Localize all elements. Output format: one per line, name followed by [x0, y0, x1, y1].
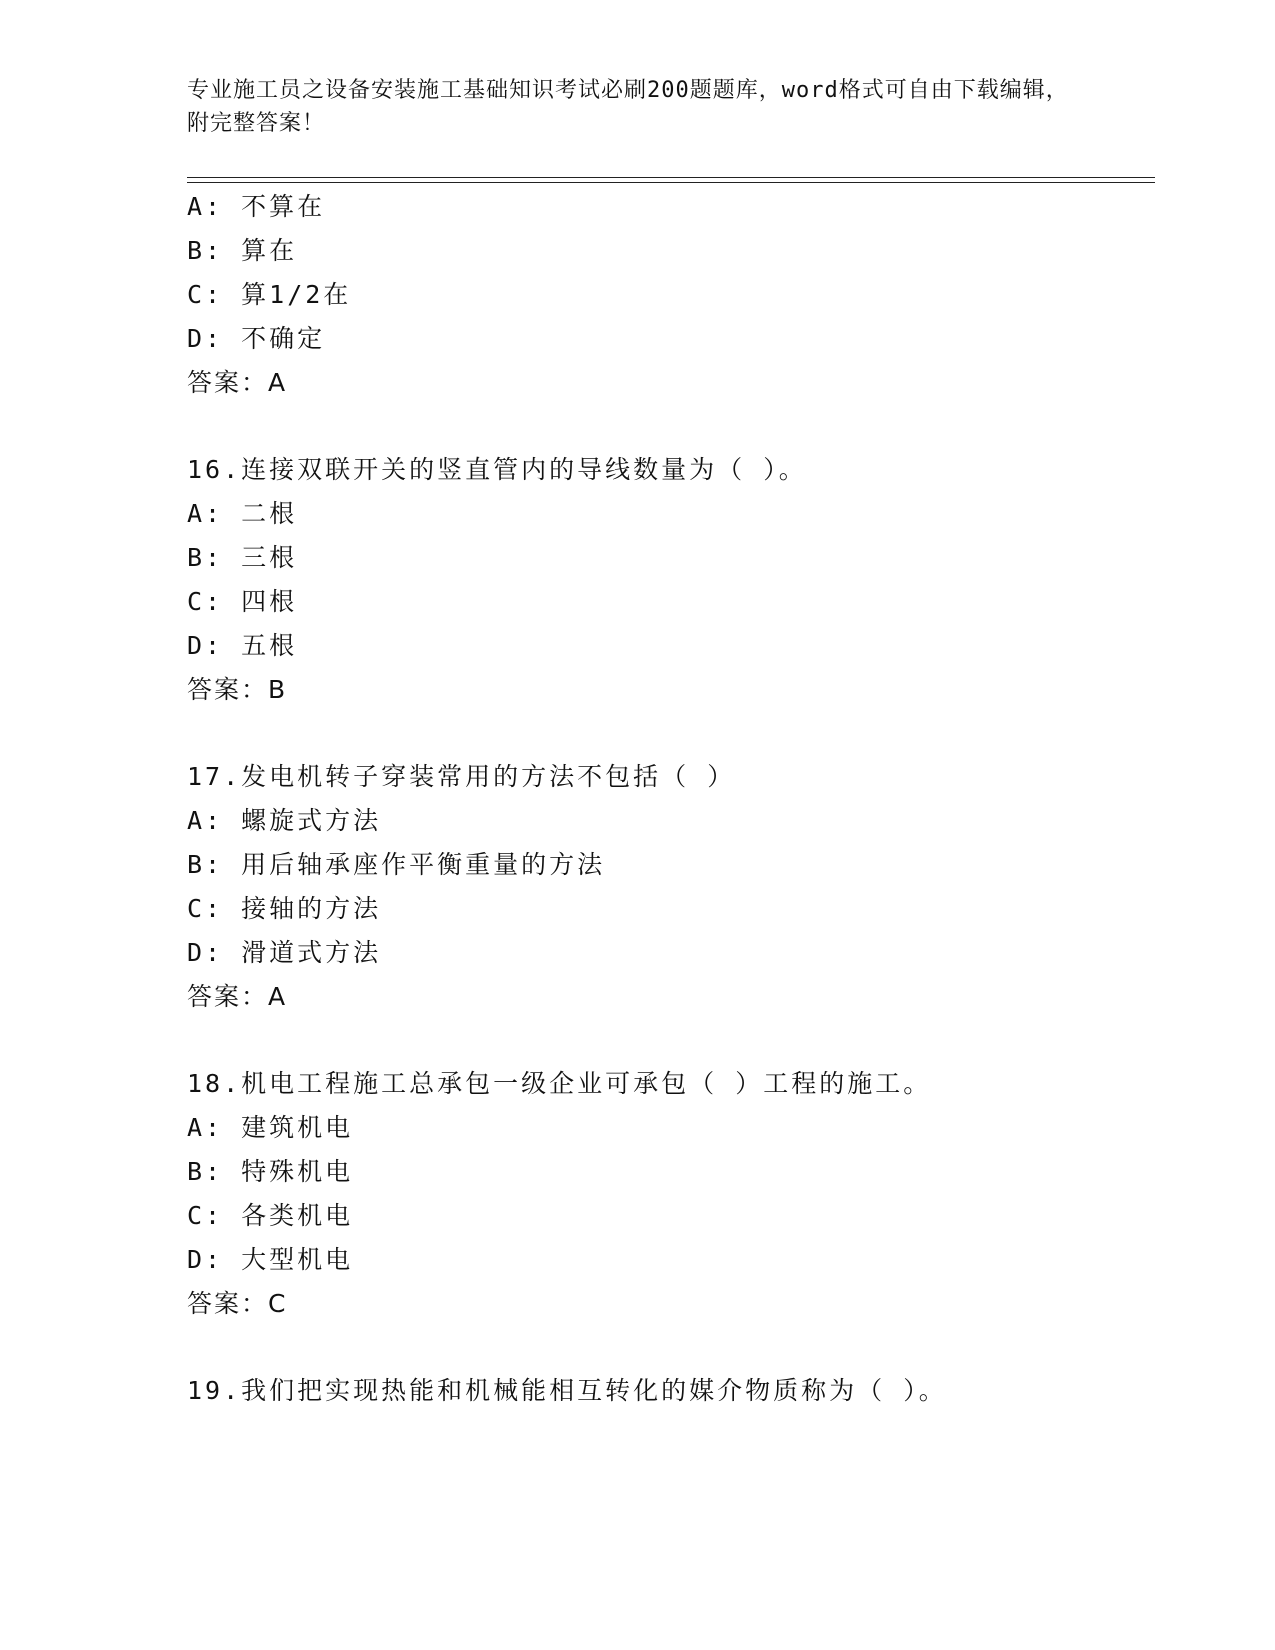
option-b: B: 用后轴承座作平衡重量的方法 [187, 850, 606, 879]
question-stem: 17.发电机转子穿装常用的方法不包括（ ） [187, 762, 736, 791]
answer-line: 答案：B [187, 675, 288, 704]
answer-line: 答案：A [187, 368, 288, 397]
question-stem: 16.连接双联开关的竖直管内的导线数量为（ ）。 [187, 455, 807, 484]
answer-line: 答案：C [187, 1289, 288, 1318]
option-a: A: 螺旋式方法 [187, 806, 382, 835]
option-d: D: 五根 [187, 631, 298, 660]
option-d: D: 滑道式方法 [187, 938, 382, 967]
header-divider [187, 182, 1155, 183]
option-d: D: 不确定 [187, 324, 326, 353]
header-divider [187, 177, 1155, 178]
option-c: C: 算1/2在 [187, 280, 352, 309]
document-title: 专业施工员之设备安装施工基础知识考试必刷200题题库，word格式可自由下载编辑，附完整答案！ [187, 78, 1069, 136]
option-c: C: 四根 [187, 587, 298, 616]
question-stem: 18.机电工程施工总承包一级企业可承包（ ）工程的施工。 [187, 1069, 932, 1098]
option-a: A: 不算在 [187, 192, 326, 221]
option-a: A: 建筑机电 [187, 1113, 354, 1142]
option-a: A: 二根 [187, 499, 298, 528]
answer-line: 答案：A [187, 982, 288, 1011]
option-b: B: 算在 [187, 236, 298, 265]
option-d: D: 大型机电 [187, 1245, 354, 1274]
option-c: C: 各类机电 [187, 1201, 354, 1230]
option-c: C: 接轴的方法 [187, 894, 382, 923]
option-b: B: 特殊机电 [187, 1157, 354, 1186]
option-b: B: 三根 [187, 543, 298, 572]
question-stem: 19.我们把实现热能和机械能相互转化的媒介物质称为（ ）。 [187, 1376, 947, 1405]
